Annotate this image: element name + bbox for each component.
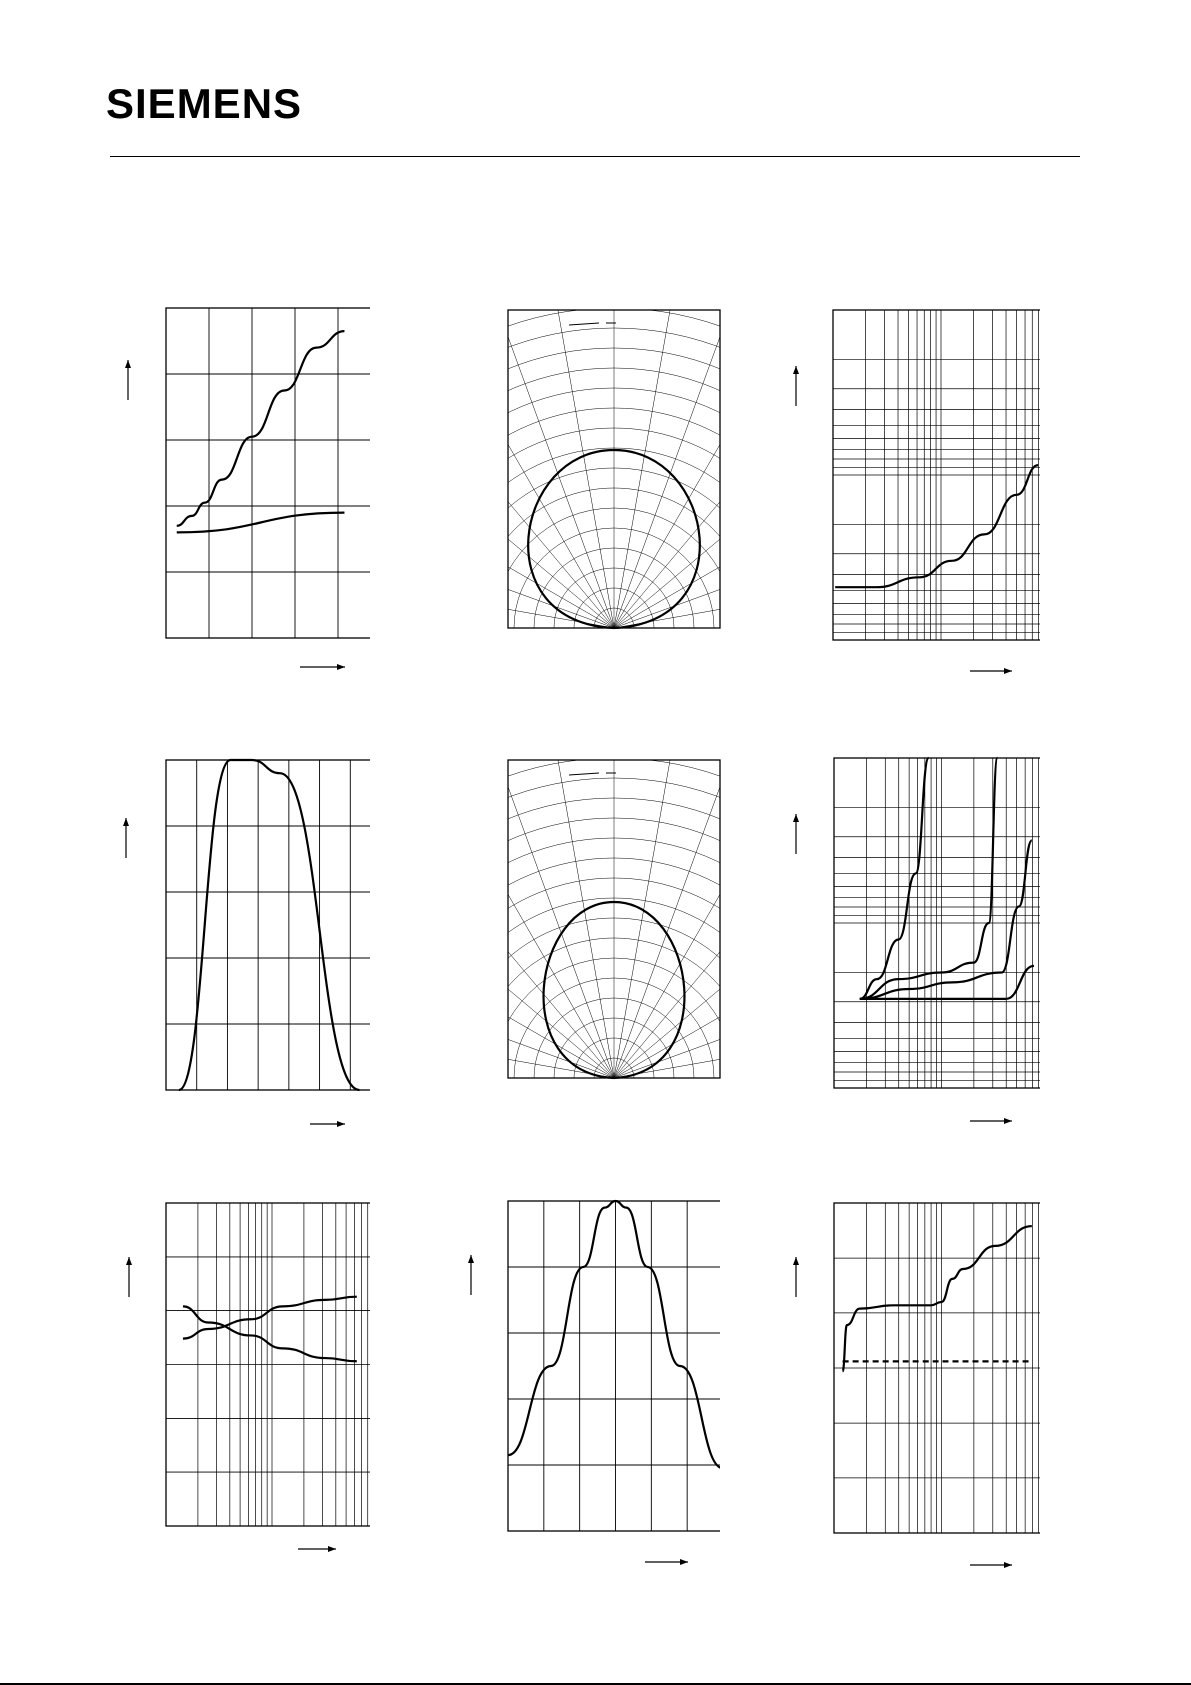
chart-peak-curve — [460, 1195, 720, 1585]
y-axis-arrow-head — [126, 1257, 132, 1265]
y-axis-arrow-head — [793, 814, 799, 822]
x-axis-arrow-head — [328, 1546, 336, 1552]
y-axis-arrow-head — [123, 818, 129, 826]
chart-radiation-characteristic-narrow — [505, 755, 745, 1085]
chart-forward-current-vs-voltage — [110, 300, 370, 680]
x-axis-arrow-head — [337, 664, 345, 670]
y-axis-arrow-head — [793, 1257, 799, 1265]
chart-log-x-step-curve — [780, 1195, 1040, 1585]
siemens-logo: SIEMENS — [106, 80, 303, 127]
chart-log-log-single-curve — [780, 300, 1040, 680]
x-axis-arrow-head — [1004, 1118, 1012, 1124]
y-axis-arrow-head — [793, 366, 799, 374]
x-axis-arrow-head — [680, 1559, 688, 1565]
plot-background — [166, 308, 370, 638]
x-axis-arrow-head — [1004, 668, 1012, 674]
chart-radiation-characteristic-wide — [505, 305, 745, 635]
plot-background — [508, 1201, 720, 1531]
y-axis-arrow-head — [468, 1255, 474, 1263]
chart-relative-spectral-emission — [110, 750, 370, 1130]
x-axis-arrow-head — [1004, 1562, 1012, 1568]
y-axis-arrow-head — [125, 360, 131, 368]
x-axis-arrow-head — [337, 1121, 345, 1127]
chart-log-log-four-curves — [780, 750, 1040, 1130]
chart-log-x-two-curves — [110, 1195, 370, 1575]
header-rule — [110, 156, 1080, 157]
